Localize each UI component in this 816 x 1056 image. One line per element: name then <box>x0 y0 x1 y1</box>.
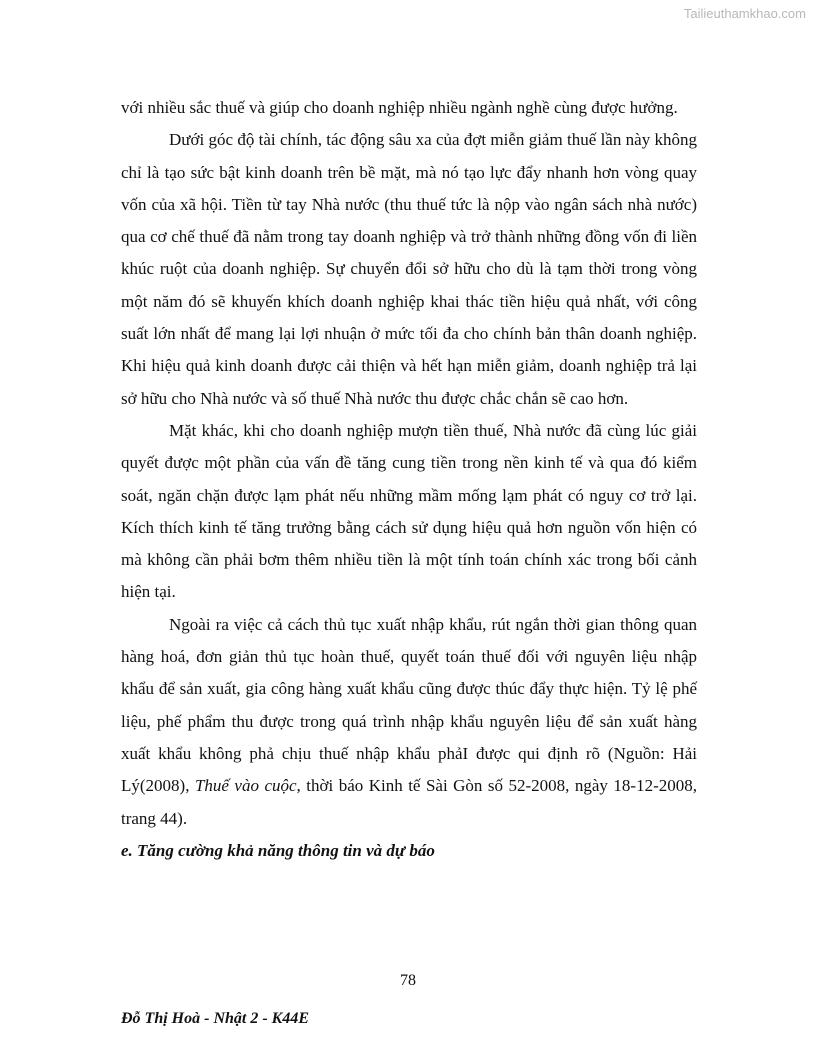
source-title: Thuế vào cuộc <box>194 776 297 796</box>
paragraph-2: Dưới góc độ tài chính, tác động sâu xa của đợt miễn giảm thuế lần này không chỉ là tạo sức bật kinh doanh trên bề mặt, mà nó tạo lực đẩy nhanh hơn vòng quay vốn của xã hội. Tiền từ tay Nhà nước (thu thuế tức là nộp vào ngân sách nhà nước) qua cơ chế thuế đã nằm trong tay doanh nghiệp và trở thành những đồng vốn đi liền khúc ruột của doanh nghiệp. Sự chuyển đổi sở hữu cho dù là tạm thời trong vòng một năm đó sẽ khuyến khích doanh nghiệp khai thác tiền hiệu quả nhất, với công suất lớn nhất để mang lại lợi nhuận ở mức tối đa cho chính bản thân doanh nghiệp. Khi hiệu quả kinh doanh được cải thiện và hết hạn miễn giảm, doanh nghiệp trả lại sở hữu cho Nhà nước và số thuế Nhà nước thu được chắc chắn sẽ cao hơn. <box>121 130 697 408</box>
document-body <box>121 92 697 867</box>
paragraph-3: Mặt khác, khi cho doanh nghiệp mượn tiền thuế, Nhà nước đã cùng lúc giải quyết được một phần của vấn đề tăng cung tiền trong nền kinh tế và qua đó kiểm soát, ngăn chặn được lạm phát nếu những mầm mống lạm phát có nguy cơ trở lại. Kích thích kinh tế tăng trưởng bằng cách sử dụng hiệu quả hơn nguồn vốn hiện có mà không cần phải bơm thêm nhiều tiền là một tính toán chính xác trong bối cảnh hiện tại. <box>121 420 697 602</box>
paragraph-4-text: Ngoài ra việc cả cách thủ tục xuất nhập khẩu, rút ngắn thời gian thông quan hàng hoá, đơn giản thủ tục hoàn thuế, quyết toán thuế đối với nguyên liệu nhập khẩu để sản xuất, gia công hàng xuất khẩu cũng được thúc đẩy thực hiện. Tỷ lệ phế liệu, phế phẩm thu được trong quá trình nhập khẩu nguyên liệu để sản xuất hàng xuất khẩu không phả chịu thuế nhập khẩu phảI được qui định rõ (Nguồn: Hải Lý(2008), <box>121 614 697 796</box>
page-number: 78 <box>400 972 416 989</box>
paragraph-1: với nhiều sắc thuế và giúp cho doanh nghiệp nhiều ngành nghề cùng được hưởng. <box>121 98 678 117</box>
footer-author: Đỗ Thị Hoà - Nhật 2 - K44E <box>121 1010 310 1027</box>
paragraph-4-text-end: , thời báo Kinh tế Sài Gòn số 52-2008, ngày 18-12-2008, trang 44). <box>121 776 697 828</box>
section-heading: e. Tăng cường khả năng thông tin và dự báo <box>121 840 435 860</box>
paragraph-4 <box>121 609 697 835</box>
watermark: Tailieuthamkhao.com <box>683 6 806 21</box>
